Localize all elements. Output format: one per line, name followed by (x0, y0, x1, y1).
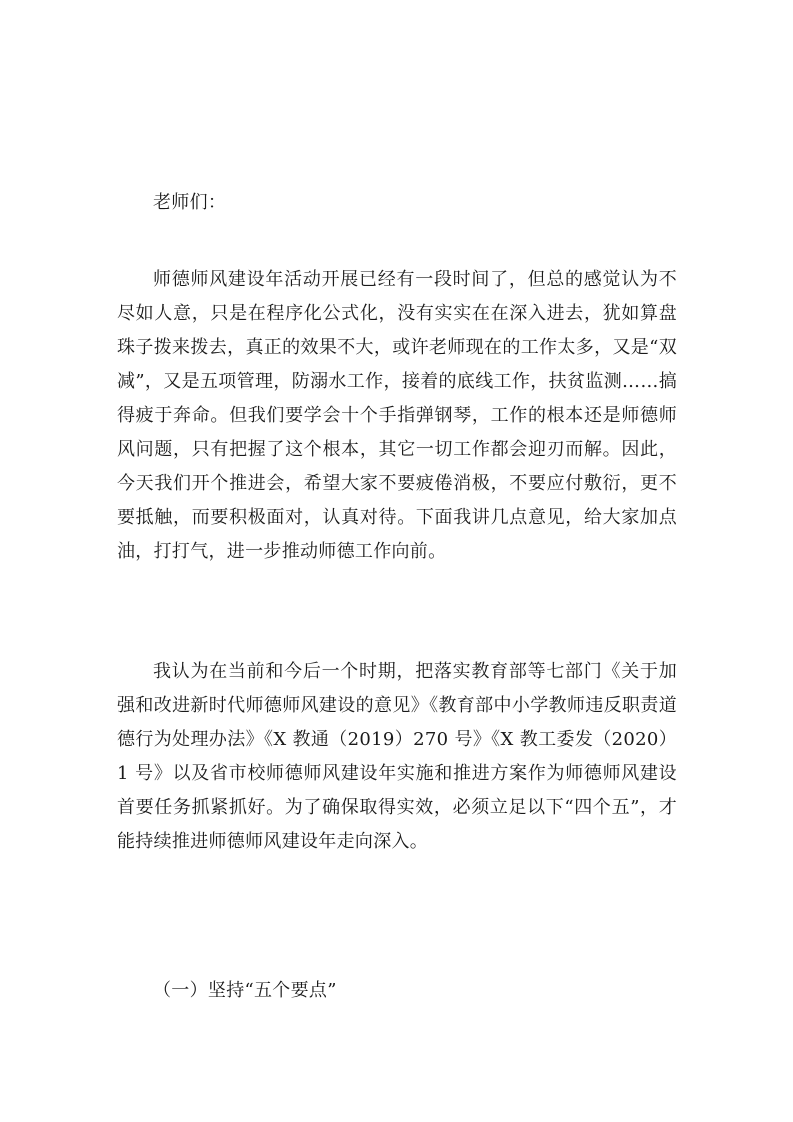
section-heading: （一）坚持“五个要点” (153, 980, 337, 1001)
greeting: 老师们： (153, 192, 227, 213)
body-paragraph-2: 我认为在当前和今后一个时期，把落实教育部等七部门《关于加强和改进新时代师德师风建设的意见》《教育部中小学教师违反职责道德行为处理办法》《X 教通（2019）270 号》《X 教工委发（2020）1 号》以及省市校师德师风建设年实施和推进方案作为师德师风建设首要任务抓紧抓好。为了确保取得实效，必须立足以下“四个五”，才能持续推进师德师风建设年走向深入。 (117, 661, 677, 852)
body-paragraph-1: 师德师风建设年活动开展已经有一段时间了，但总的感觉认为不尽如人意，只是在程序化公式化，没有实实在在深入进去，犹如算盘珠子拨来拨去，真正的效果不大，或许老师现在的工作太多，又是“双减”，又是五项管理，防溺水工作，接着的底线工作，扶贫监测……搞得疲于奔命。但我们要学会十个手指弹钢琴，工作的根本还是师德师风问题，只有把握了这个根本，其它一切工作都会迎刃而解。因此，今天我们开个推进会，希望大家不要疲倦消极，不要应付敷衍，更不要抵触，而要积极面对，认真对待。下面我讲几点意见，给大家加点油，打打气，进一步推动师德工作向前。 (117, 269, 677, 562)
